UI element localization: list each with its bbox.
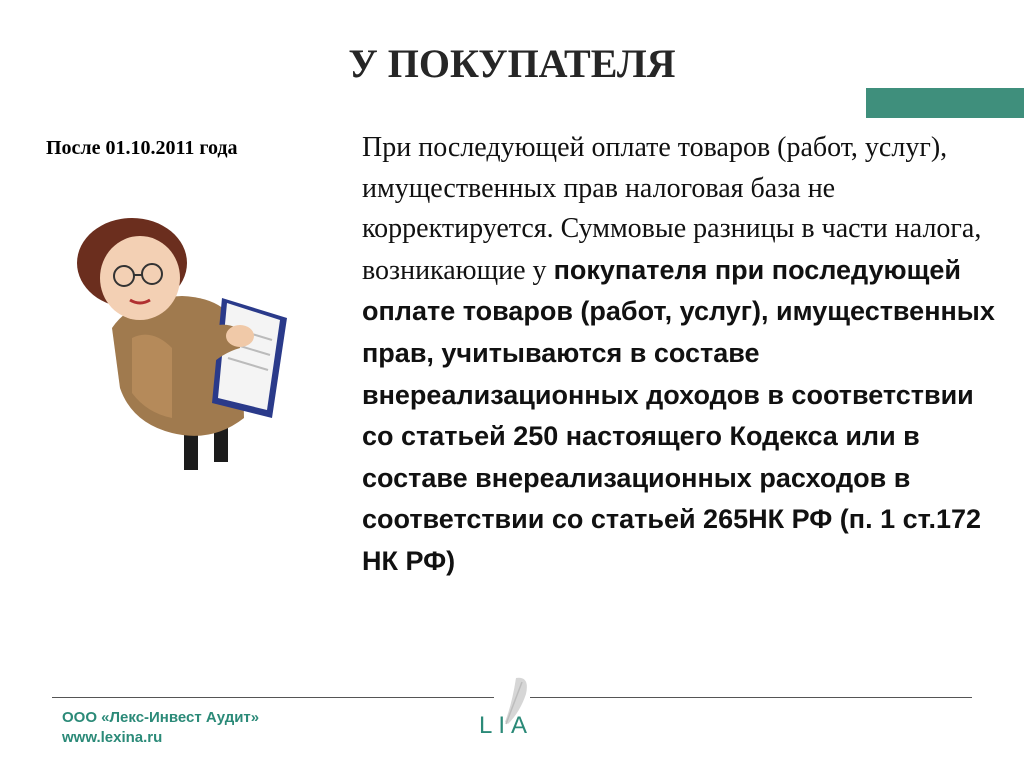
body-text-bold: покупателя при последующей оплате товаров (работ, услуг), имущественных прав, учитываются в составе внереализационных доходов в соответствии со статьей 250 настоящего Кодекса или в составе внереализационных расходов в соответствии со статьей 265НК РФ (п. 1 ст.172 НК РФ)	[362, 254, 995, 576]
footer-divider-left	[52, 697, 494, 698]
footer-company-block	[62, 708, 259, 748]
woman-with-clipboard-illustration	[72, 218, 312, 478]
date-caption: После 01.10.2011 года	[46, 137, 238, 159]
body-text	[362, 128, 1002, 583]
company-website: www.lexina.ru	[62, 729, 163, 746]
accent-bar	[866, 88, 1024, 118]
footer-divider-right	[530, 697, 972, 698]
body-text-regular: При последующей оплате товаров (работ, услуг), имущественных прав налоговая база не корректируется. Суммовые разницы в части налога, возникающие у	[362, 132, 982, 286]
logo-text: LIA	[478, 712, 534, 739]
slide-title: У ПОКУПАТЕЛЯ	[348, 41, 676, 86]
company-name: ООО «Лекс-Инвест Аудит»	[62, 709, 260, 726]
